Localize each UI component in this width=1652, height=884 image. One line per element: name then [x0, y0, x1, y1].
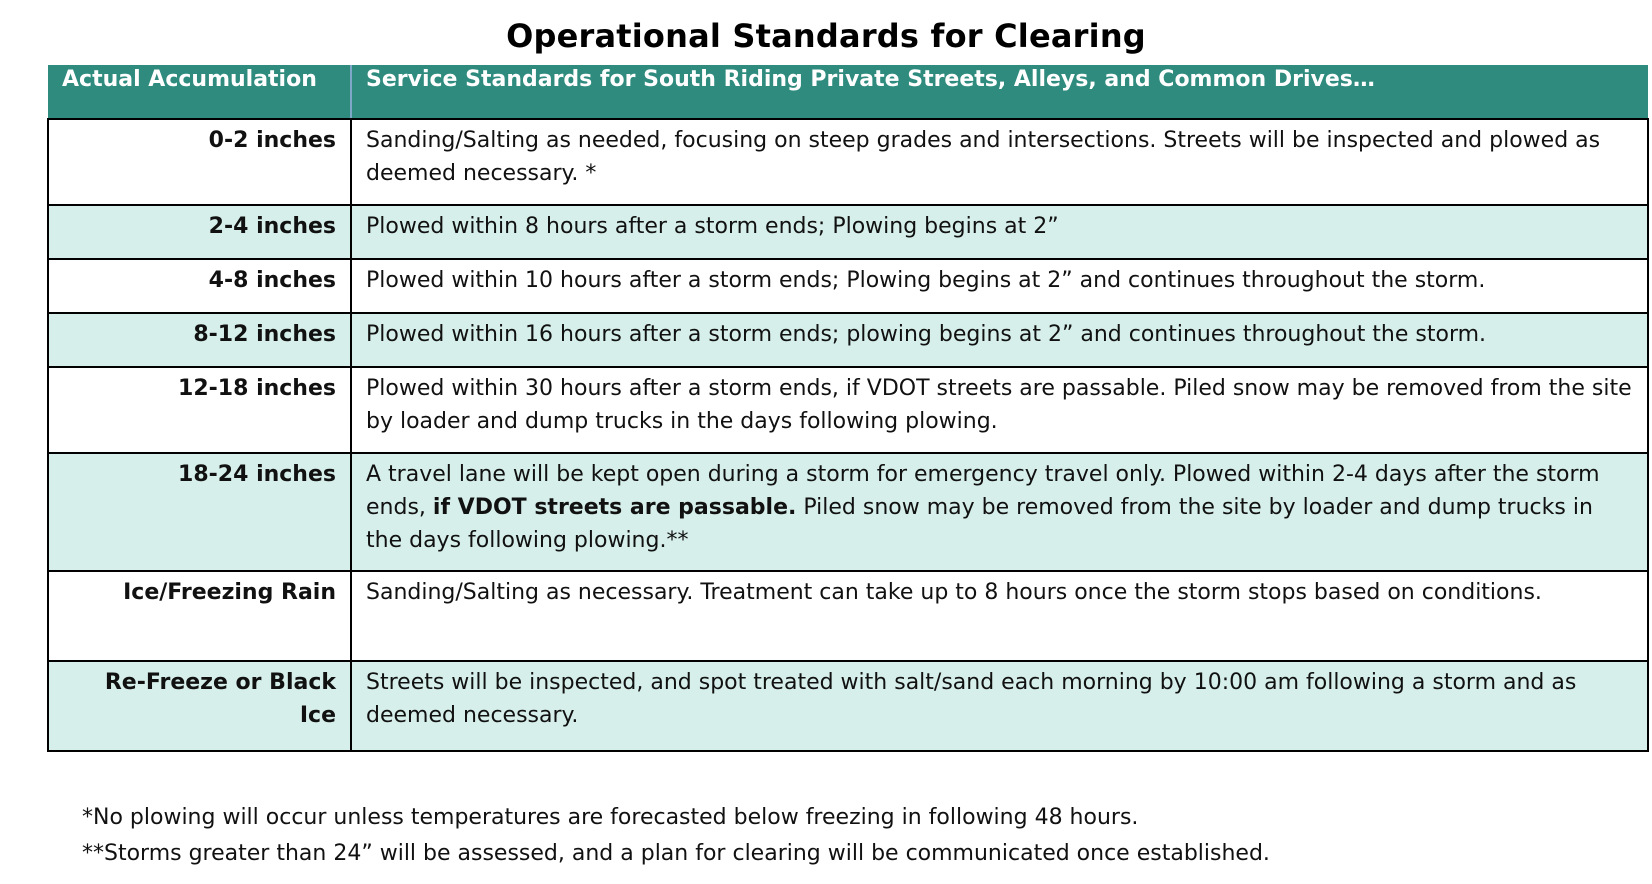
accumulation-cell: 4-8 inches	[48, 259, 351, 313]
accumulation-cell: 18-24 inches	[48, 453, 351, 571]
table-header	[48, 65, 1648, 119]
page-title: Operational Standards for Clearing	[506, 17, 1146, 55]
service-cell: Plowed within 16 hours after a storm ends; plowing begins at 2” and continues throughout the storm.	[351, 313, 1648, 367]
table-body	[48, 119, 1648, 751]
service-text-bold: if VDOT streets are passable.	[432, 495, 797, 520]
table-header-row	[48, 65, 1648, 119]
service-cell: Streets will be inspected, and spot treated with salt/sand each morning by 10:00 am following a storm and as deemed necessary.	[351, 661, 1648, 751]
table-row	[48, 571, 1648, 661]
table-row	[48, 367, 1648, 453]
service-cell: Plowed within 10 hours after a storm ends; Plowing begins at 2” and continues throughout the storm.	[351, 259, 1648, 313]
table-row	[48, 661, 1648, 751]
table-row	[48, 119, 1648, 205]
service-text: Piled snow may be removed from the site by loader and dump trucks in the days following plowing.**	[366, 495, 1593, 553]
service-cell: Plowed within 30 hours after a storm ends, if VDOT streets are passable. Piled snow may be removed from the site by loader and dump trucks in the days following plowing.	[351, 367, 1648, 453]
standards-table	[47, 65, 1649, 752]
table-row	[48, 453, 1648, 571]
accumulation-cell: 12-18 inches	[48, 367, 351, 453]
accumulation-cell: 8-12 inches	[48, 313, 351, 367]
service-cell: Sanding/Salting as necessary. Treatment can take up to 8 hours once the storm stops based on conditions.	[351, 571, 1648, 661]
accumulation-cell: Ice/Freezing Rain	[48, 571, 351, 661]
service-cell	[351, 453, 1648, 571]
table-row	[48, 205, 1648, 259]
footnote-no-plowing: *No plowing will occur unless temperatures are forecasted below freezing in following 48 hours.	[82, 805, 1139, 830]
table-row	[48, 259, 1648, 313]
accumulation-cell: Re-Freeze or Black Ice	[48, 661, 351, 751]
accumulation-cell: 2-4 inches	[48, 205, 351, 259]
service-text: A travel lane will be kept open during a storm for emergency travel only. Plowed within 2-4 days after the storm ends,	[366, 462, 1600, 520]
accumulation-cell: 0-2 inches	[48, 119, 351, 205]
table-row	[48, 313, 1648, 367]
header-actual-accumulation: Actual Accumulation	[48, 65, 351, 119]
footnote-large-storms: **Storms greater than 24” will be assessed, and a plan for clearing will be communicated once established.	[82, 841, 1270, 866]
service-cell: Plowed within 8 hours after a storm ends; Plowing begins at 2”	[351, 205, 1648, 259]
header-service-standards: Service Standards for South Riding Private Streets, Alleys, and Common Drives…	[351, 65, 1648, 119]
footnotes	[82, 800, 1270, 872]
service-cell: Sanding/Salting as needed, focusing on steep grades and intersections. Streets will be inspected and plowed as deemed necessary. *	[351, 119, 1648, 205]
